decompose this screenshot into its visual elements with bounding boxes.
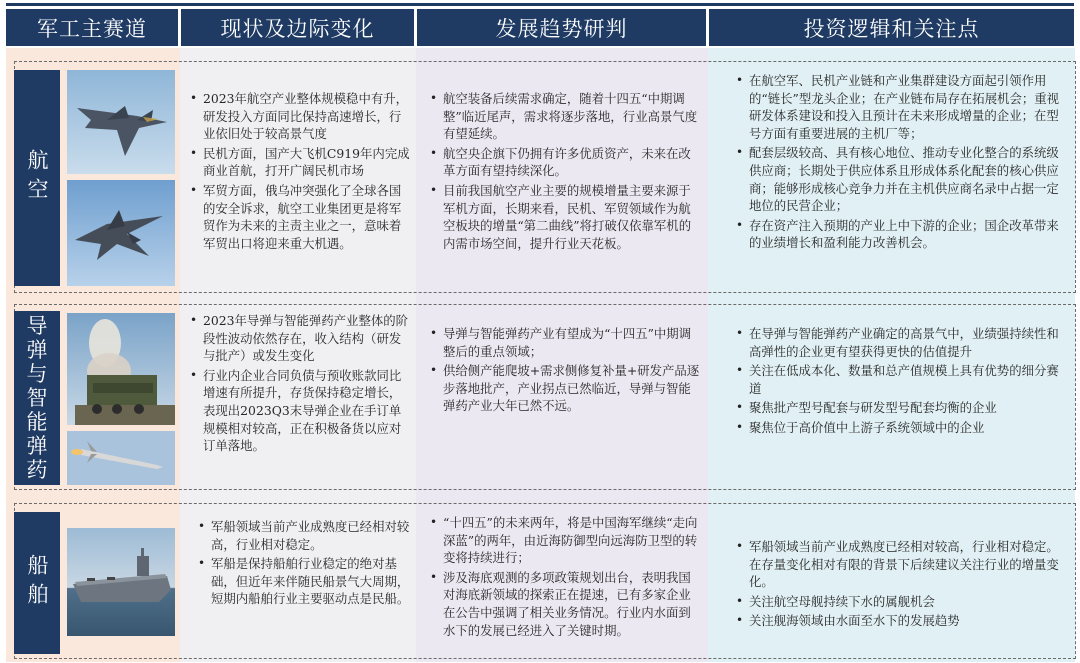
row-label-char: 智	[26, 386, 48, 410]
list-item: • “十四五”的未来两年，将是中国海军继续“走向深蓝”的两年，由近海防御型向远海防卫型的转变将持续进行；	[430, 514, 702, 567]
list-item: • 关注在低成本化、数量和总产值规模上具有优势的细分赛道	[736, 362, 1068, 397]
row-label-text: 航空	[25, 149, 49, 207]
list-item: • 配套层级较高、具有核心地位、推动专业化整合的系统级供应商；长期处于供应体系且形成体系化配套的核心供应商；能够形成核心竞争力并在主机供应商名录中占据一定地位的民营企业；	[736, 144, 1068, 214]
logic-list-aviation	[736, 72, 1068, 254]
status-list-shipbuilding	[198, 518, 412, 610]
list-item: • 聚焦批产型号配套与研发型号配套均衡的企业	[736, 399, 1068, 417]
missile-flight-photo	[67, 431, 175, 485]
trend-list-shipbuilding	[430, 514, 702, 641]
row-label-missile	[14, 311, 60, 485]
list-item: • 在导弹与智能弹药产业确定的高景气中，业绩强持续性和高弹性的企业更有望获得更快的估值提升	[736, 325, 1068, 360]
logic-list-missile	[736, 325, 1068, 439]
status-list-aviation	[190, 90, 412, 254]
row-label-shipbuilding	[14, 512, 60, 654]
list-item: • 关注舰海领域由水面至水下的发展趋势	[736, 612, 1068, 630]
list-item: • 供给侧产能爬坡+需求侧修复补量+研发产品逐步落地批产，产业拐点已然临近，导弹与智能弹药产业大年已然不远。	[430, 362, 702, 415]
list-item: • 导弹与智能弹药产业有望成为“十四五”中期调整后的重点领域；	[430, 325, 702, 360]
list-item: • 涉及海底观测的多项政策规划出台，表明我国对海底新领域的探索正在提速，已有多家企业在公告中强调了相关业务情况。行业内水面到水下的发展已经进入了关键时期。	[430, 569, 702, 639]
list-item: • 民机方面，国产大飞机C919年内完成商业首航，打开广阔民机市场	[190, 145, 412, 180]
row-label-char: 弹	[26, 434, 48, 458]
list-item: • 军船是保持船舶行业稳定的绝对基础，但近年来伴随民船景气大周期，短期内船舶行业主要驱动点是民船。	[198, 555, 412, 608]
fighter-jet-photo	[67, 180, 175, 286]
list-item: • 军船领域当前产业成熟度已经相对较高，行业相对稳定。在存量变化相对有限的背景下后续建议关注行业的增量变化。	[736, 538, 1068, 591]
list-item: • 2023年航空产业整体规模稳中有升，研发投入方面同比保持高速增长，行业依旧处于较高景气度	[190, 90, 412, 143]
trend-list-aviation	[430, 90, 702, 254]
list-item: • 军贸方面，俄乌冲突强化了全球各国的安全诉求，航空工业集团更是将军贸作为未来的主责主业之一，意味着军贸出口将迎来重大机遇。	[190, 182, 412, 252]
aircraft-carrier-photo	[67, 528, 175, 636]
trend-list-missile	[430, 325, 702, 417]
top-rule	[6, 3, 1074, 6]
missile-launch-photo	[67, 313, 175, 425]
list-item: • 聚焦位于高价值中上游子系统领域中的企业	[736, 419, 1068, 437]
header-logic: 投资逻辑和关注点	[709, 9, 1074, 46]
row-label-char: 弹	[26, 338, 48, 362]
row-label-char: 导	[26, 314, 48, 338]
list-item: • 存在资产注入预期的产业上中下游的企业；国企改革带来的业绩增长和盈利能力改善机会。	[736, 217, 1068, 252]
status-list-missile	[190, 312, 412, 457]
fighter-jet-photo	[67, 70, 175, 174]
row-label-char: 能	[26, 410, 48, 434]
logic-list-shipbuilding	[736, 538, 1068, 632]
list-item: • 2023年导弹与智能弹药产业整体的阶段性波动依然存在，收入结构（研发与批产）或发生变化	[190, 312, 412, 365]
header-track: 军工主赛道	[6, 9, 178, 46]
row-label-char: 与	[26, 362, 48, 386]
header-trend: 发展趋势研判	[417, 9, 706, 46]
row-label-char: 药	[26, 458, 48, 482]
list-item: • 关注航空母舰持续下水的属舰机会	[736, 593, 1068, 611]
list-item: • 在航空军、民机产业链和产业集群建设方面起引领作用的“链长”型龙头企业；在产业链布局存在拓展机会；重视研发体系建设和投入且预计在未来形成增量的企业；在型号方面有重要进展的主机厂等；	[736, 72, 1068, 142]
list-item: • 军船领域当前产业成熟度已经相对较高，行业相对稳定。	[198, 518, 412, 553]
list-item: • 航空装备后续需求确定，随着十四五“中期调整”临近尾声，需求将逐步落地，行业高景气度有望延续。	[430, 90, 702, 143]
list-item: • 目前我国航空产业主要的规模增量主要来源于军机方面，长期来看，民机、军贸领域作为航空板块的增量“第二曲线”将打破仅依靠军机的内需市场空间，提升行业天花板。	[430, 182, 702, 252]
list-item: • 行业内企业合同负债与预收账款同比增速有所提升，存货保持稳定增长，表现出2023Q3末导弹企业在手订单规模相对较高，正在积极备货以应对订单落地。	[190, 367, 412, 455]
row-label-text: 船舶	[25, 554, 49, 612]
header-status: 现状及边际变化	[181, 9, 414, 46]
row-label-aviation	[14, 70, 60, 286]
list-item: • 航空央企旗下仍拥有许多优质资产，未来在改革方面有望持续深化。	[430, 145, 702, 180]
